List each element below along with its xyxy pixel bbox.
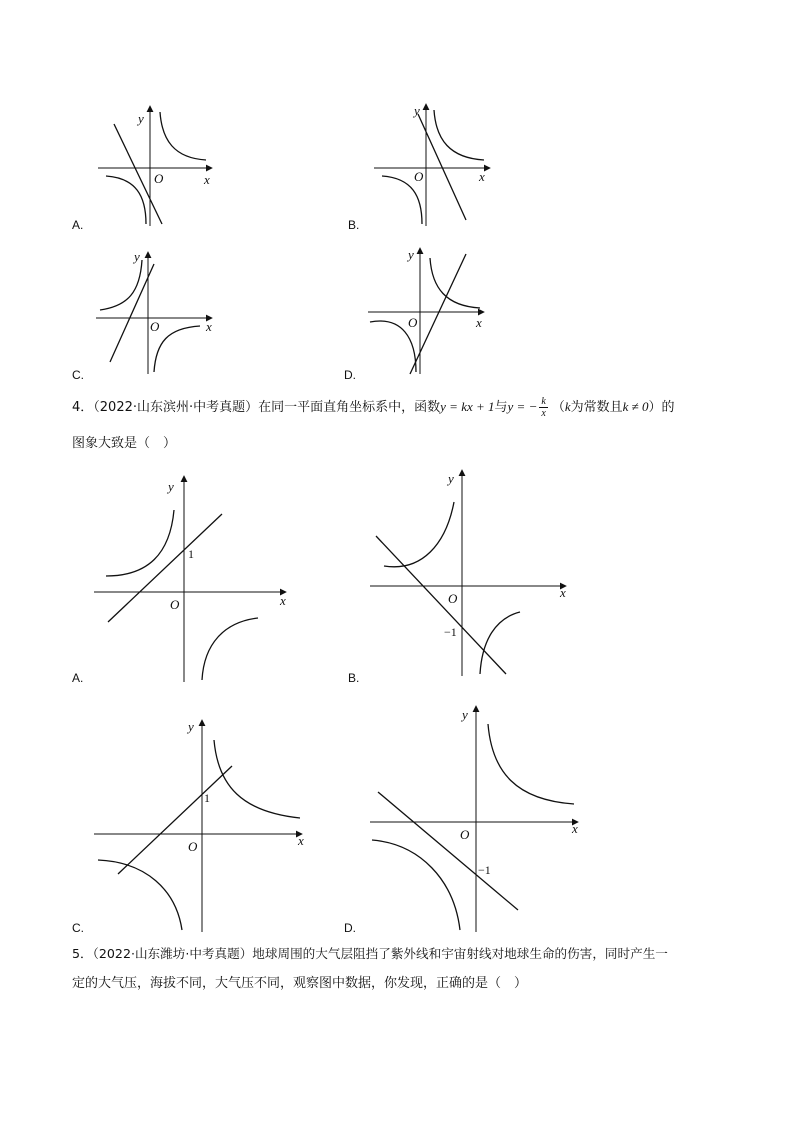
fraction-denominator: x — [541, 408, 546, 419]
q4-option-b[interactable]: B. — [348, 671, 360, 685]
q4-option-d[interactable]: D. — [344, 921, 356, 935]
q4-text-1: 在同一平面直角坐标系中，函数 — [258, 400, 441, 415]
q4-function-1: y = kx + 1 — [440, 399, 495, 414]
q4-graph-c — [92, 716, 312, 934]
y-axis-label: y — [168, 479, 174, 494]
origin-label: O — [154, 171, 164, 186]
q3-figure-b — [372, 100, 502, 230]
y-axis-label: y — [408, 247, 414, 262]
q3-graph-d — [366, 246, 496, 376]
y-axis-label: y — [134, 249, 140, 264]
x-axis-label: x — [204, 172, 210, 187]
x-axis-label: x — [206, 319, 212, 334]
y-intercept-label: 1 — [204, 791, 210, 805]
x-axis-label: x — [479, 169, 485, 184]
y-axis-label: y — [188, 719, 194, 734]
y-intercept-label: 1 — [188, 547, 194, 561]
x-axis-label: x — [280, 593, 286, 608]
y-axis-label: y — [414, 103, 420, 118]
q3-figure-d — [366, 246, 496, 376]
q4-graph-d — [366, 704, 586, 934]
q4-figure-c — [92, 716, 312, 934]
x-axis-label: x — [572, 821, 578, 836]
q3-option-a[interactable]: A. — [72, 218, 84, 232]
q4-function-2-prefix: y = − — [507, 399, 538, 414]
q3-option-c[interactable]: C. — [72, 368, 84, 382]
origin-label: O — [170, 597, 180, 612]
q4-figure-b — [370, 468, 570, 680]
q4-text-4: 为常数且 — [570, 400, 623, 415]
y-axis-label: y — [462, 707, 468, 722]
x-axis-label: x — [298, 833, 304, 848]
q3-option-b[interactable]: B. — [348, 218, 360, 232]
q4-figure-d — [366, 704, 586, 934]
origin-label: O — [448, 591, 458, 606]
y-axis-label: y — [448, 471, 454, 486]
q4-question-line1 — [72, 396, 732, 419]
q3-graph-c — [94, 246, 224, 376]
q4-graph-a — [92, 474, 292, 686]
q3-graph-b — [372, 100, 502, 230]
y-intercept-label: −1 — [478, 863, 491, 877]
q4-option-a[interactable]: A. — [72, 671, 84, 685]
q4-number: 4． — [72, 400, 94, 415]
origin-label: O — [188, 839, 198, 854]
q4-figure-a — [92, 474, 292, 686]
y-axis-label: y — [138, 111, 144, 126]
q4-text-5: ）的 — [648, 400, 675, 415]
q5-question-line2: 定的大气压，海拔不同，大气压不同，观察图中数据，你发现，正确的是（ ） — [72, 976, 528, 991]
q4-condition-variable: k — [564, 399, 571, 414]
origin-label: O — [460, 827, 470, 842]
x-axis-label: x — [476, 315, 482, 330]
y-intercept-label: −1 — [444, 625, 457, 639]
q4-text-3: （ — [551, 400, 565, 415]
origin-label: O — [414, 169, 424, 184]
q3-option-d[interactable]: D. — [344, 368, 356, 382]
q3-figure-c — [94, 246, 224, 376]
q3-graph-a — [96, 100, 226, 230]
fraction-numerator: k — [541, 396, 546, 407]
q3-figure-a — [96, 100, 226, 230]
q4-graph-b — [370, 468, 570, 680]
q5-question-line1: 5．（2022·山东潍坊·中考真题）地球周围的大气层阻挡了紫外线和宇宙射线对地球生命的伤害，同时产生一 — [72, 946, 668, 961]
q4-function-2-fraction — [539, 396, 547, 419]
q4-text-2: 与 — [494, 400, 508, 415]
origin-label: O — [408, 315, 418, 330]
x-axis-label: x — [560, 585, 566, 600]
q4-source: （2022·山东滨州·中考真题） — [93, 400, 259, 415]
origin-label: O — [150, 319, 160, 334]
q4-question-line2: 图象大致是（ ） — [72, 436, 177, 451]
q4-option-c[interactable]: C. — [72, 921, 84, 935]
q4-condition-expression: k ≠ 0 — [622, 399, 649, 414]
